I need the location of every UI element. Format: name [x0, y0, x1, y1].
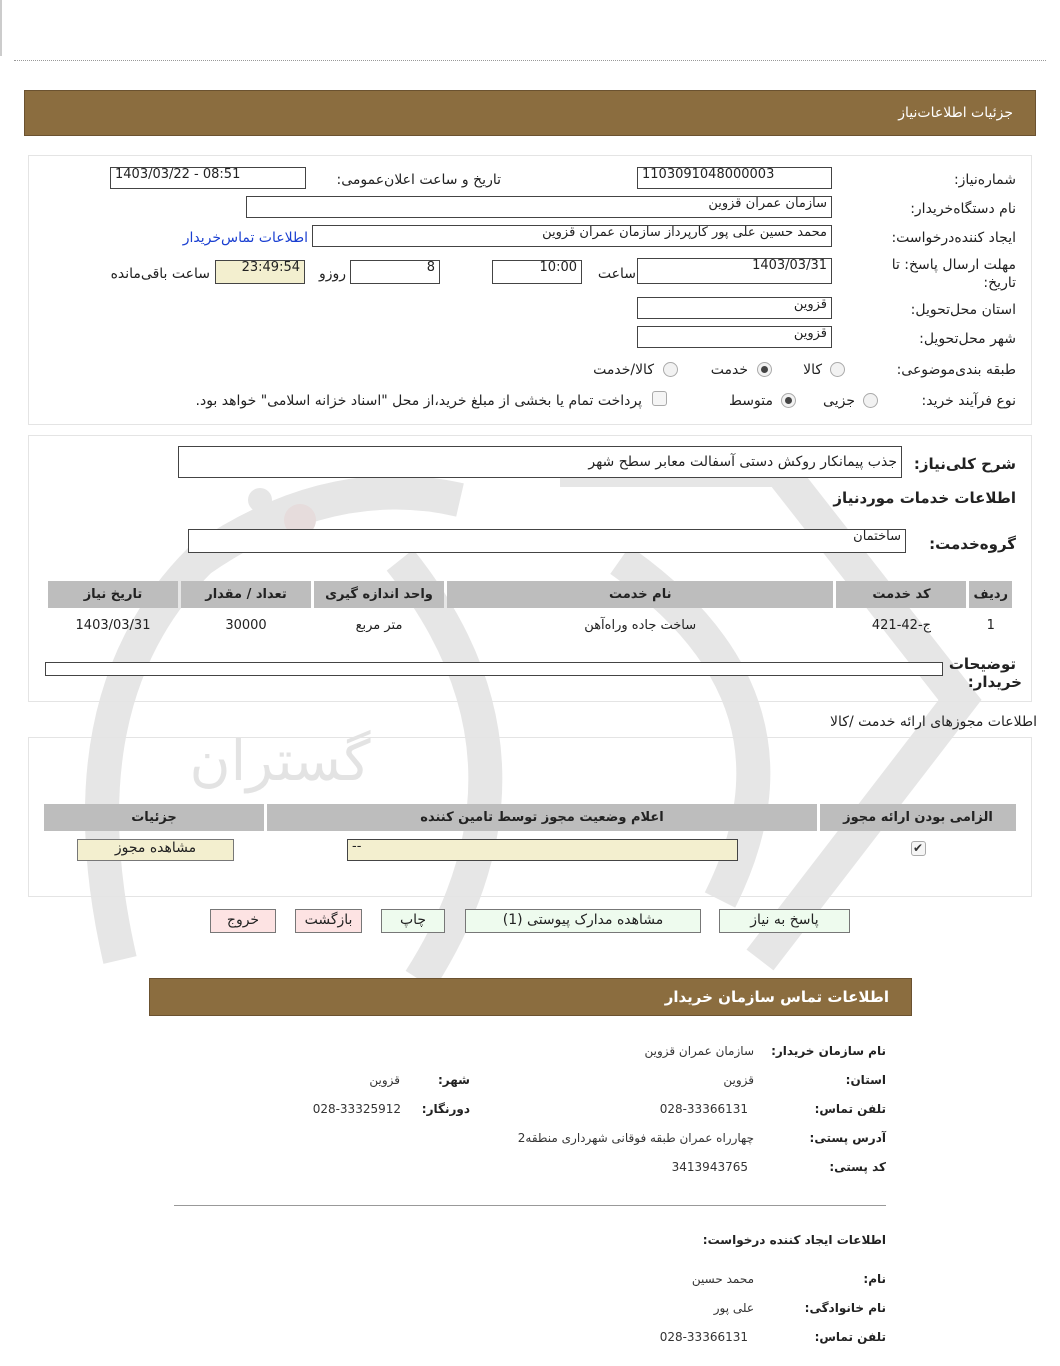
- contact-phone-value: 028-33366131: [659, 1102, 748, 1116]
- service-group-field[interactable]: ساختمان: [188, 529, 906, 553]
- summary-label: شرح کلی‌نیاز:: [913, 455, 1016, 473]
- category-goods-service-label: کالا/خدمت: [593, 362, 654, 378]
- top-divider: [14, 60, 1046, 61]
- creator-field[interactable]: محمد حسین علی پور کارپرداز سازمان عمران قزوین: [312, 225, 832, 247]
- buyer-org-field[interactable]: سازمان عمران قزوین: [246, 196, 832, 218]
- cell-need-date: 1403/03/31: [75, 617, 151, 633]
- service-group-label: گروه‌خدمت:: [929, 535, 1016, 553]
- category-goods-service-radio[interactable]: [663, 362, 678, 377]
- days-field[interactable]: 8: [350, 260, 440, 284]
- table-row[interactable]: [48, 611, 1012, 639]
- process-minor-label: جزیی: [823, 393, 855, 409]
- category-goods-radio[interactable]: [830, 362, 845, 377]
- announce-label: تاریخ و ساعت اعلان‌عمومی:: [336, 172, 501, 188]
- city-field[interactable]: قزوین: [637, 326, 832, 348]
- contact-address-label: آدرس پستی:: [809, 1131, 886, 1145]
- contact-header: [149, 978, 912, 1016]
- process-label: نوع فرآیند خرید:: [921, 393, 1016, 409]
- city-label: شهر محل‌تحویل:: [919, 331, 1016, 347]
- creator-info-title: اطلاعات ایجاد کننده درخواست:: [702, 1233, 886, 1247]
- contact-fax-value: 028-33325912: [312, 1102, 401, 1116]
- contact-title: اطلاعات تماس سازمان خریدار: [664, 988, 889, 1006]
- permits-title: اطلاعات مجوزهای ارائه خدمت /کالا: [830, 714, 1037, 730]
- permit-required-checkbox: ✔: [911, 841, 926, 856]
- deadline-time-field[interactable]: 10:00: [492, 260, 582, 284]
- process-medium-radio[interactable]: [781, 393, 796, 408]
- contact-org-value: سازمان عمران قزوین: [644, 1044, 754, 1058]
- deadline-date-field[interactable]: 1403/03/31: [637, 258, 832, 284]
- print-button[interactable]: چاپ: [381, 909, 445, 933]
- permit-status-field[interactable]: --: [347, 839, 738, 861]
- process-minor-radio[interactable]: [863, 393, 878, 408]
- col-unit: واحد اندازه گیری: [314, 581, 444, 608]
- view-permit-button[interactable]: مشاهده مجوز: [77, 839, 234, 861]
- col-quantity: تعداد / مقدار: [181, 581, 311, 608]
- buyer-org-label: نام دستگاه‌خریدار:: [910, 201, 1016, 217]
- category-service-label: خدمت: [710, 362, 748, 378]
- cell-quantity: 30000: [225, 617, 267, 633]
- process-medium-label: متوسط: [729, 393, 773, 409]
- contact-phone-label: تلفن تماس:: [814, 1102, 886, 1116]
- contact-fax-label: دورنگار:: [421, 1102, 470, 1116]
- col-permit-status: اعلام وضعیت مجوز توسط تامین کننده: [267, 804, 817, 831]
- deadline-label: مهلت ارسال پاسخ: تا: [891, 257, 1016, 273]
- services-table-header: [48, 581, 1012, 608]
- permits-table-header: [44, 804, 1016, 831]
- contact-postal-value: 3413943765: [671, 1160, 748, 1174]
- category-goods-label: کالا: [803, 362, 822, 378]
- category-label: طبقه بندی‌موضوعی:: [896, 362, 1016, 378]
- left-edge-line: [0, 0, 2, 56]
- creator-family-label: نام خانوادگی:: [804, 1301, 886, 1315]
- announce-datetime-field[interactable]: 1403/03/22 - 08:51: [110, 167, 306, 189]
- remaining-time-field: 23:49:54: [215, 260, 305, 284]
- services-table: [45, 578, 1015, 642]
- col-permit-required: الزامی بودن ارائه مجوز: [820, 804, 1016, 831]
- creator-family-value: علی پور: [713, 1301, 754, 1315]
- category-service-radio[interactable]: [757, 362, 772, 377]
- contact-city-value: قزوین: [369, 1073, 400, 1087]
- page-header: [24, 90, 1036, 136]
- exit-button[interactable]: خروج: [210, 909, 276, 933]
- province-field[interactable]: قزوین: [637, 297, 832, 319]
- creator-name-label: نام:: [863, 1272, 886, 1286]
- page-title: جزئیات اطلاعات‌نیاز: [898, 105, 1013, 121]
- contact-divider: [174, 1205, 886, 1206]
- contact-city-label: شهر:: [438, 1073, 470, 1087]
- cell-unit: متر مربع: [355, 617, 403, 633]
- back-button[interactable]: بازگشت: [295, 909, 362, 933]
- contact-postal-label: کد پستی:: [829, 1160, 886, 1174]
- col-service-code: کد خدمت: [836, 581, 966, 608]
- treasury-payment-note: پرداخت تمام یا بخشی از مبلغ خرید،از محل "اسناد خزانه اسلامی" خواهد بود.: [195, 393, 642, 409]
- cell-service-code: ج-42-421: [871, 617, 932, 633]
- need-number-field[interactable]: 1103091048000003: [637, 167, 832, 189]
- buyer-notes-label-2: خریدار:: [967, 673, 1022, 691]
- col-permit-details: جزئیات: [44, 804, 264, 831]
- col-service-name: نام خدمت: [447, 581, 833, 608]
- contact-org-label: نام سازمان خریدار:: [771, 1044, 886, 1058]
- contact-province-value: قزوین: [723, 1073, 754, 1087]
- province-label: استان محل‌تحویل:: [910, 302, 1016, 318]
- cell-service-name: ساخت جاده وراه‌آهن: [584, 617, 697, 633]
- contact-address-value: چهارراه عمران طبقه فوقانی شهرداری منطقه2: [517, 1131, 754, 1145]
- reply-button[interactable]: پاسخ به نیاز: [719, 909, 850, 933]
- creator-label: ایجاد کننده‌درخواست:: [891, 230, 1016, 246]
- creator-name-value: محمد حسین: [691, 1272, 754, 1286]
- watermark-text: گستران: [189, 729, 371, 794]
- deadline-date-label: تاریخ:: [983, 275, 1016, 291]
- contact-province-label: استان:: [845, 1073, 886, 1087]
- need-number-label: شماره‌نیاز:: [953, 172, 1016, 188]
- cell-row-number: 1: [986, 617, 995, 633]
- buyer-notes-label: توضیحات: [948, 655, 1016, 673]
- buyer-notes-field[interactable]: [45, 662, 943, 676]
- col-row-number: ردیف: [969, 581, 1012, 608]
- col-need-date: تاریخ نیاز: [48, 581, 178, 608]
- view-attachments-button[interactable]: مشاهده مدارک پیوستی (1): [465, 909, 701, 933]
- buyer-contact-link[interactable]: اطلاعات تماس‌خریدار: [182, 230, 308, 246]
- services-title: اطلاعات خدمات موردنیاز: [833, 489, 1016, 507]
- deadline-time-label: ساعت: [597, 266, 636, 282]
- summary-field[interactable]: جذب پیمانکار روکش دستی آسفالت معابر سطح شهر: [178, 446, 902, 478]
- treasury-payment-checkbox[interactable]: [652, 391, 667, 406]
- days-label: روزو: [318, 266, 346, 282]
- remaining-label: ساعت باقی‌مانده: [110, 266, 210, 282]
- creator-phone-label: تلفن تماس:: [814, 1330, 886, 1344]
- creator-phone-value: 028-33366131: [659, 1330, 748, 1344]
